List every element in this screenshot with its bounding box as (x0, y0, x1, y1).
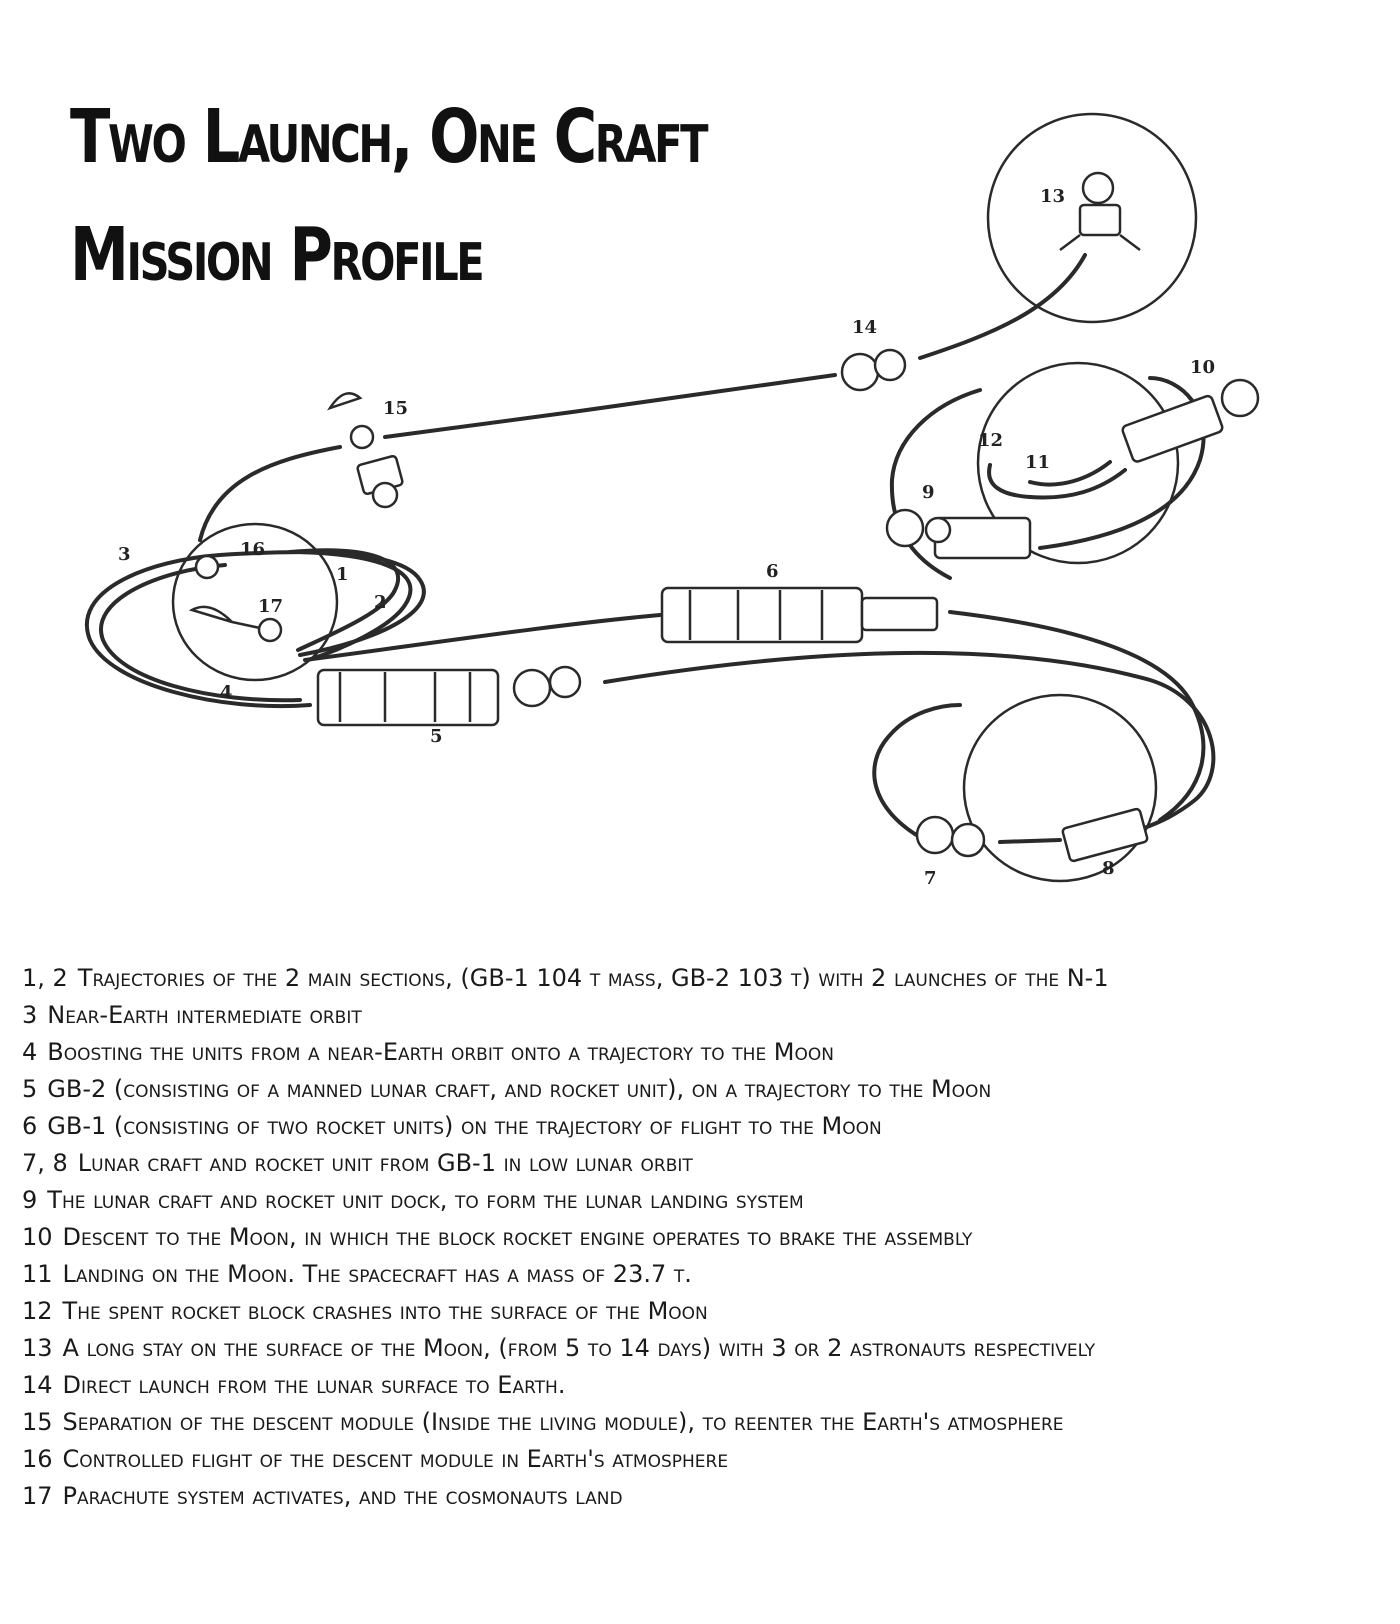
legend-text: A long stay on the surface of the Moon, (from 5 to 14 days) with 3 or 2 astronauts respectively (62, 1334, 1096, 1362)
lander-13 (1060, 173, 1140, 250)
legend-item (22, 1478, 1382, 1515)
legend-text: The lunar craft and rocket unit dock, to form the lunar landing system (47, 1186, 804, 1214)
ascent-craft-14 (842, 350, 905, 390)
legend-item (22, 997, 1382, 1034)
legend-item (22, 1034, 1382, 1071)
label-1: 1 (336, 564, 349, 585)
title-line-1: Two Launch, One Craft (70, 94, 707, 180)
legend-number: 16 (22, 1445, 53, 1473)
legend-text: Separation of the descent module (Inside the living module), to reenter the Earth's atmosphere (62, 1408, 1064, 1436)
legend-text: GB-2 (consisting of a manned lunar craft, and rocket unit), on a trajectory to the Moon (47, 1075, 992, 1103)
legend-text: Descent to the Moon, in which the block rocket engine operates to brake the assembly (62, 1223, 973, 1251)
docked-system-9 (887, 510, 1030, 558)
legend-number: 1, 2 (22, 964, 68, 992)
legend-text: Parachute system activates, and the cosmonauts land (62, 1482, 623, 1510)
descent-module-16 (196, 556, 218, 578)
label-9: 9 (922, 482, 935, 503)
launch-trajectory-2 (300, 552, 410, 660)
rocket-unit-8 (1062, 808, 1148, 862)
legend-item (22, 1441, 1382, 1478)
legend-number: 3 (22, 1001, 38, 1029)
orbit-link-7-8 (1000, 840, 1060, 842)
legend-item (22, 1367, 1382, 1404)
legend-item (22, 1404, 1382, 1441)
legend-number: 15 (22, 1408, 53, 1436)
gb1-stack-6 (662, 588, 937, 642)
legend-item (22, 1330, 1382, 1367)
legend-number: 11 (22, 1260, 53, 1288)
legend-number: 7, 8 (22, 1149, 68, 1177)
moon-circle-orbit (964, 695, 1156, 881)
gb2-stack-5 (318, 667, 580, 725)
legend-text: Boosting the units from a near-Earth orbit onto a trajectory to the Moon (47, 1038, 834, 1066)
legend-text: Near-Earth intermediate orbit (47, 1001, 362, 1029)
legend-number: 13 (22, 1334, 53, 1362)
label-10: 10 (1190, 357, 1216, 378)
legend-number: 9 (22, 1186, 38, 1214)
legend-item (22, 1219, 1382, 1256)
legend-number: 6 (22, 1112, 38, 1140)
legend-text: Lunar craft and rocket unit from GB-1 in low lunar orbit (77, 1149, 693, 1177)
legend-text: Landing on the Moon. The spacecraft has a mass of 23.7 t. (62, 1260, 692, 1288)
legend-item (22, 960, 1382, 997)
lunar-craft-7 (917, 817, 984, 856)
label-5: 5 (430, 726, 443, 747)
title-line-2: Mission Profile (70, 212, 483, 298)
label-3: 3 (118, 544, 131, 565)
descent-assembly-10 (1121, 380, 1258, 463)
label-7: 7 (924, 868, 937, 889)
lunar-orbit-left (874, 705, 960, 840)
legend-item (22, 1108, 1382, 1145)
legend-item (22, 1256, 1382, 1293)
legend-item (22, 1145, 1382, 1182)
return-trajectory (385, 375, 835, 437)
label-12: 12 (978, 430, 1004, 451)
legend-text: Direct launch from the lunar surface to Earth. (62, 1371, 566, 1399)
label-16: 16 (240, 539, 266, 560)
label-14: 14 (852, 317, 878, 338)
label-15: 15 (383, 398, 409, 419)
label-6: 6 (766, 561, 779, 582)
label-4: 4 (220, 682, 233, 703)
trajectory-to-moon-lower (950, 612, 1203, 820)
legend-number: 4 (22, 1038, 38, 1066)
label-17: 17 (258, 596, 284, 617)
label-2: 2 (374, 592, 387, 613)
legend-text: Controlled flight of the descent module in Earth's atmosphere (62, 1445, 729, 1473)
legend-number: 10 (22, 1223, 53, 1251)
legend-list (22, 960, 1382, 1515)
trajectory-to-moon-upper (605, 653, 1213, 830)
legend-number: 14 (22, 1371, 53, 1399)
legend-item (22, 1071, 1382, 1108)
label-11: 11 (1025, 452, 1051, 473)
legend-item (22, 1182, 1382, 1219)
label-8: 8 (1102, 858, 1115, 879)
label-13: 13 (1040, 186, 1066, 207)
legend-item (22, 1293, 1382, 1330)
legend-number: 5 (22, 1075, 38, 1103)
crash-path-12 (989, 465, 1125, 498)
legend-text: The spent rocket block crashes into the surface of the Moon (62, 1297, 708, 1325)
legend-text: GB-1 (consisting of two rocket units) on the trajectory of flight to the Moon (47, 1112, 882, 1140)
legend-number: 12 (22, 1297, 53, 1325)
legend-text: Trajectories of the 2 main sections, (GB-1 104 t mass, GB-2 103 t) with 2 launches of the N-1 (77, 964, 1109, 992)
legend-number: 17 (22, 1482, 53, 1510)
